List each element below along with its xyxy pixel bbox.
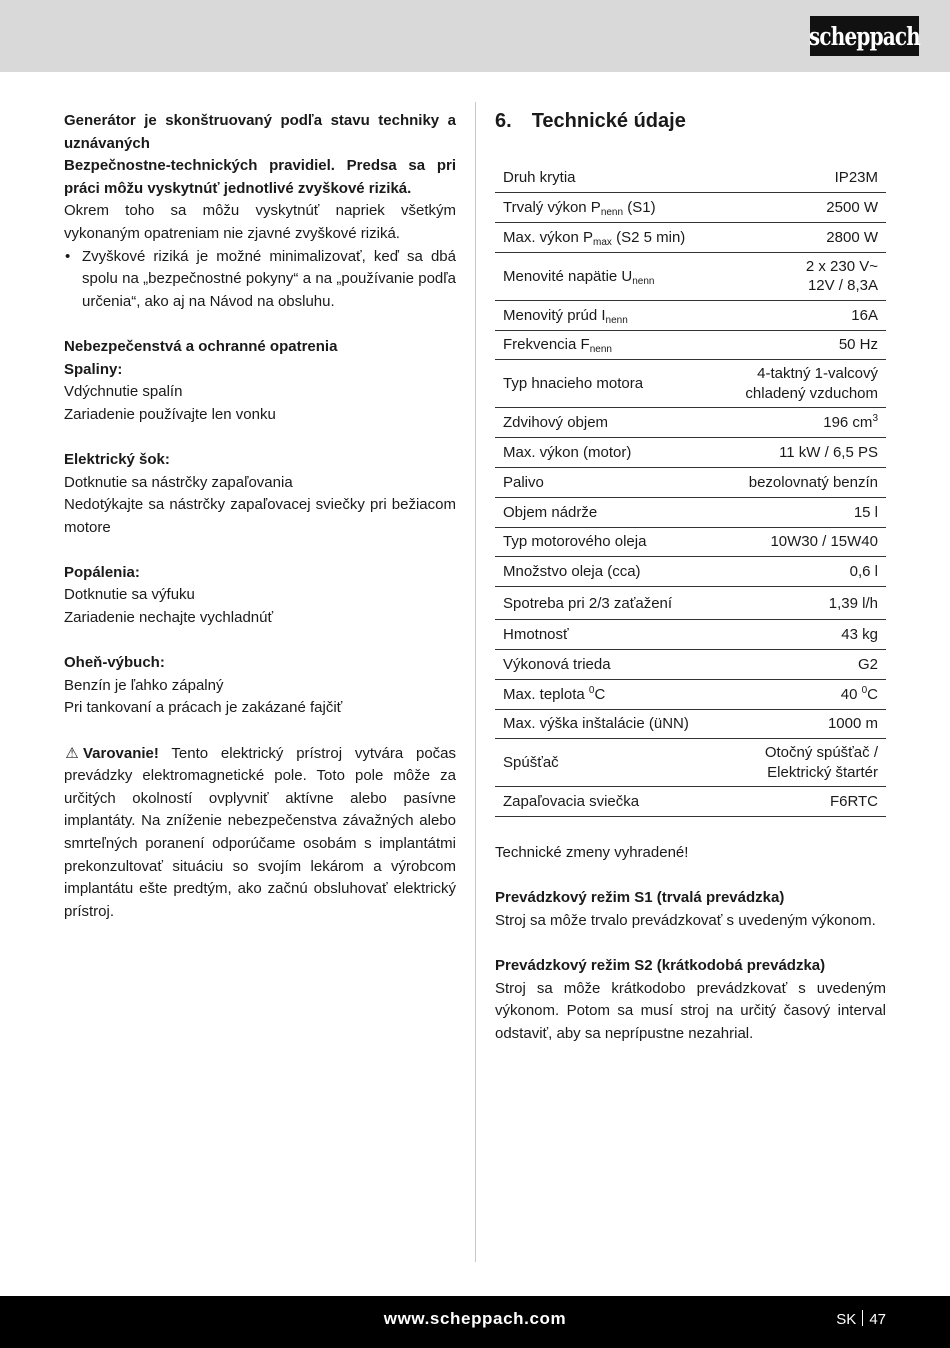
left-column (64, 110, 456, 923)
brand-logo: scheppach (810, 16, 919, 56)
spec-key (495, 300, 720, 330)
spec-key (495, 679, 720, 709)
spec-value-text: 1000 m (827, 715, 878, 733)
spec-value-text: 11 kW / 6,5 PS (779, 443, 878, 461)
s2-title: Prevádzkový režim S2 (krátkodobá prevádzka) (495, 957, 826, 975)
spec-key-text: Spúšťač (503, 754, 559, 772)
s1-title: Prevádzkový režim S1 (trvalá prevádzka) (495, 889, 785, 907)
spec-value-text: 0,6 l (849, 563, 878, 581)
spec-key-suffix: C (594, 685, 606, 703)
burns-line-1: Dotknutie sa výfuku (64, 586, 195, 604)
spec-row (495, 557, 886, 587)
s2-text: Stroj sa môže krátkodobo prevádzkovať s uvedeným výkonom. Potom sa musí stroj na určitý časový interval odstaviť, aby sa neprípustne nezahrial. (495, 979, 886, 1042)
spec-key-text: Max. výkon P (503, 228, 594, 246)
spec-row (495, 497, 886, 527)
spec-key-subscript: nenn (589, 344, 612, 356)
hazards-title: Nebezpečenstvá a ochranné opatrenia (64, 337, 338, 355)
spec-value (720, 497, 886, 527)
spec-key-text: Objem nádrže (503, 503, 598, 521)
spec-value-line-2: Elektrický štartér (767, 763, 878, 781)
spec-key-text: Spotreba pri 2/3 zaťažení (503, 594, 673, 612)
spec-key (495, 650, 720, 680)
spec-value (720, 468, 886, 498)
spec-key-text: Frekvencia F (503, 336, 590, 354)
shock-line-2: Nedotýkajte sa nástrčky zapaľovacej sviečky pri bežiacom motore (64, 496, 456, 536)
spec-row (495, 330, 886, 360)
shock-line-1: Dotknutie sa nástrčky zapaľovania (64, 473, 293, 491)
spec-row (495, 223, 886, 253)
spec-key (495, 408, 720, 438)
spec-key (495, 438, 720, 468)
spec-row (495, 650, 886, 680)
spec-row (495, 252, 886, 300)
spec-row (495, 709, 886, 739)
spec-key (495, 330, 720, 360)
spec-key-text: Typ motorového oleja (503, 533, 647, 551)
spec-key-subscript: nenn (600, 206, 624, 218)
spec-key (495, 163, 720, 193)
spec-row (495, 679, 886, 709)
warning-label: Varovanie! (83, 744, 159, 762)
section-title: Technické údaje (531, 110, 686, 132)
spec-value-line-1: 4-taktný 1-valcový (757, 365, 878, 383)
spec-row (495, 527, 886, 557)
spec-value (720, 360, 886, 408)
spec-key (495, 497, 720, 527)
spec-key-subscript: nenn (605, 314, 628, 326)
spec-value-suffix: C (867, 685, 878, 703)
spec-value-text: 50 Hz (838, 336, 878, 354)
spec-key-text: Max. výkon (motor) (503, 443, 632, 461)
fire-title: Oheň-výbuch: (64, 654, 165, 672)
burns-line-2: Zariadenie nechajte vychladnúť (64, 609, 274, 627)
spec-key (495, 223, 720, 253)
spec-value-line-2: 12V / 8,3A (807, 277, 878, 295)
exhaust-title: Spaliny: (64, 360, 123, 378)
spec-row (495, 408, 886, 438)
spec-value (720, 587, 886, 620)
spec-value (720, 557, 886, 587)
spec-value-line-2: chladený vzduchom (745, 384, 878, 402)
spec-key (495, 252, 720, 300)
warning-triangle-icon: ⚠ (65, 744, 79, 762)
spec-key (495, 557, 720, 587)
spec-row (495, 438, 886, 468)
spec-value-line-1: 2 x 230 V~ (805, 257, 878, 275)
spec-value (720, 620, 886, 650)
spec-value (720, 163, 886, 193)
page-num: 47 (869, 1311, 886, 1328)
spec-value-line-1: Otočný spúšťač / (764, 744, 878, 762)
spec-row (495, 360, 886, 408)
intro-text: Okrem toho sa môžu vyskytnúť napriek všetkým vykonaným opatreniam nie zjavné zvyškové riziká. (64, 202, 456, 242)
spec-key-text: Zapaľovacia sviečka (503, 793, 640, 811)
changes-note: Technické zmeny vyhradené! (495, 844, 689, 862)
spec-row (495, 587, 886, 620)
spec-key-suffix: (S2 5 min) (611, 228, 686, 246)
page-footer (0, 1296, 950, 1348)
spec-key (495, 587, 720, 620)
spec-key-text: Typ hnacieho motora (503, 375, 644, 393)
spec-value (720, 787, 886, 817)
spec-value (720, 252, 886, 300)
spec-value-text: IP23M (834, 168, 878, 186)
spec-value-text: G2 (857, 655, 878, 673)
section-heading (495, 110, 886, 132)
shock-title: Elektrický šok: (64, 450, 170, 468)
spec-key-suffix: (S1) (623, 198, 656, 216)
spec-value (720, 438, 886, 468)
spec-value-text: 2500 W (826, 198, 878, 216)
page-number (836, 1310, 886, 1328)
warning-text: Tento elektrický prístroj vytvára počas prevádzky elektromagnetické pole. Toto pole môže za určitých okolností ovplyvniť aktívne alebo pasívne implantáty. Na zníženie nebezpečenstva závažných alebo smrteľných poranení odporúčame osobám s implantátmi prekonzultovať situáciu so svojím lekárom a výrobcom implantátu ešte predtým, ako začnú obsluhovať elektrický prístroj. (64, 744, 456, 920)
spec-key-text: Max. teplota (503, 685, 589, 703)
spec-key-text: Trvalý výkon P (503, 198, 601, 216)
spec-key-text: Menovitý prúd I (503, 306, 606, 324)
spec-value (720, 739, 886, 787)
spec-row (495, 739, 886, 787)
spec-key (495, 360, 720, 408)
spec-row (495, 193, 886, 223)
spec-key-subscript: max (593, 236, 612, 248)
fire-line-1: Benzín je ľahko zápalný (64, 676, 224, 694)
spec-value (720, 408, 886, 438)
spec-value-text: bezolovnatý benzín (748, 473, 878, 491)
spec-value (720, 650, 886, 680)
section-number: 6. (495, 110, 512, 132)
spec-row (495, 468, 886, 498)
spec-value-text: F6RTC (829, 793, 878, 811)
spec-value-text: 1,39 l/h (828, 594, 878, 612)
burns-title: Popálenia: (64, 563, 140, 581)
s1-text: Stroj sa môže trvalo prevádzkovať s uvedeným výkonom. (495, 912, 876, 930)
fire-line-2: Pri tankovaní a prácach je zakázané fajčiť (64, 699, 343, 717)
spec-key (495, 527, 720, 557)
spec-key-text: Množstvo oleja (cca) (503, 563, 641, 581)
spec-value-superscript: 0 (861, 684, 868, 696)
spec-row (495, 620, 886, 650)
warning-paragraph (64, 743, 456, 924)
spec-key (495, 739, 720, 787)
spec-value (720, 527, 886, 557)
spec-key-text: Druh krytia (503, 168, 576, 186)
spec-key (495, 709, 720, 739)
spec-key-text: Zdvihový objem (503, 414, 609, 432)
spec-value-text: 40 (840, 685, 862, 703)
spec-value (720, 709, 886, 739)
page-header (0, 0, 950, 72)
spec-value-text: 10W30 / 15W40 (770, 533, 878, 551)
spec-key (495, 787, 720, 817)
spec-value-text: 43 kg (841, 625, 878, 643)
spec-value-text: 16A (851, 306, 878, 324)
footer-url[interactable]: www.scheppach.com (383, 1309, 567, 1328)
spec-value (720, 330, 886, 360)
spec-key-text: Palivo (503, 473, 544, 491)
spec-row (495, 300, 886, 330)
spec-table (495, 163, 886, 817)
spec-row (495, 787, 886, 817)
spec-value-text: 2800 W (826, 228, 878, 246)
column-divider (475, 102, 476, 1262)
exhaust-line-1: Vdýchnutie spalín (64, 383, 183, 401)
spec-key (495, 468, 720, 498)
spec-value-text: 15 l (853, 503, 878, 521)
spec-key-text: Výkonová trieda (503, 655, 611, 673)
spec-value (720, 300, 886, 330)
right-column (495, 110, 886, 1046)
spec-row (495, 163, 886, 193)
intro-bold-1: Generátor je skonštruovaný podľa stavu techniky a uznávaných (64, 112, 456, 152)
spec-value-superscript: 3 (872, 413, 878, 425)
spec-key-text: Hmotnosť (503, 625, 569, 643)
spec-value (720, 193, 886, 223)
spec-key-text: Menovité napätie U (503, 267, 633, 285)
spec-key-superscript: 0 (588, 684, 595, 696)
spec-value (720, 223, 886, 253)
spec-value-text: 196 cm (823, 414, 873, 432)
spec-key (495, 193, 720, 223)
exhaust-line-2: Zariadenie používajte len vonku (64, 405, 276, 423)
spec-key (495, 620, 720, 650)
spec-value (720, 679, 886, 709)
spec-key-subscript: nenn (632, 275, 655, 287)
intro-bullet: • Zvyškové riziká je možné minimalizovať, keď sa dbá spolu na „bezpečnostné pokyny“ a na „používanie podľa určenia“, ako aj na Návod na obsluhu. (64, 246, 456, 314)
intro-bold-2: Bezpečnostne-technických pravidiel. Predsa sa pri práci môžu vyskytnúť jednotlivé zvyškové riziká. (64, 157, 456, 197)
language-code: SK (836, 1311, 857, 1328)
spec-key-text: Max. výška inštalácie (üNN) (503, 715, 689, 733)
